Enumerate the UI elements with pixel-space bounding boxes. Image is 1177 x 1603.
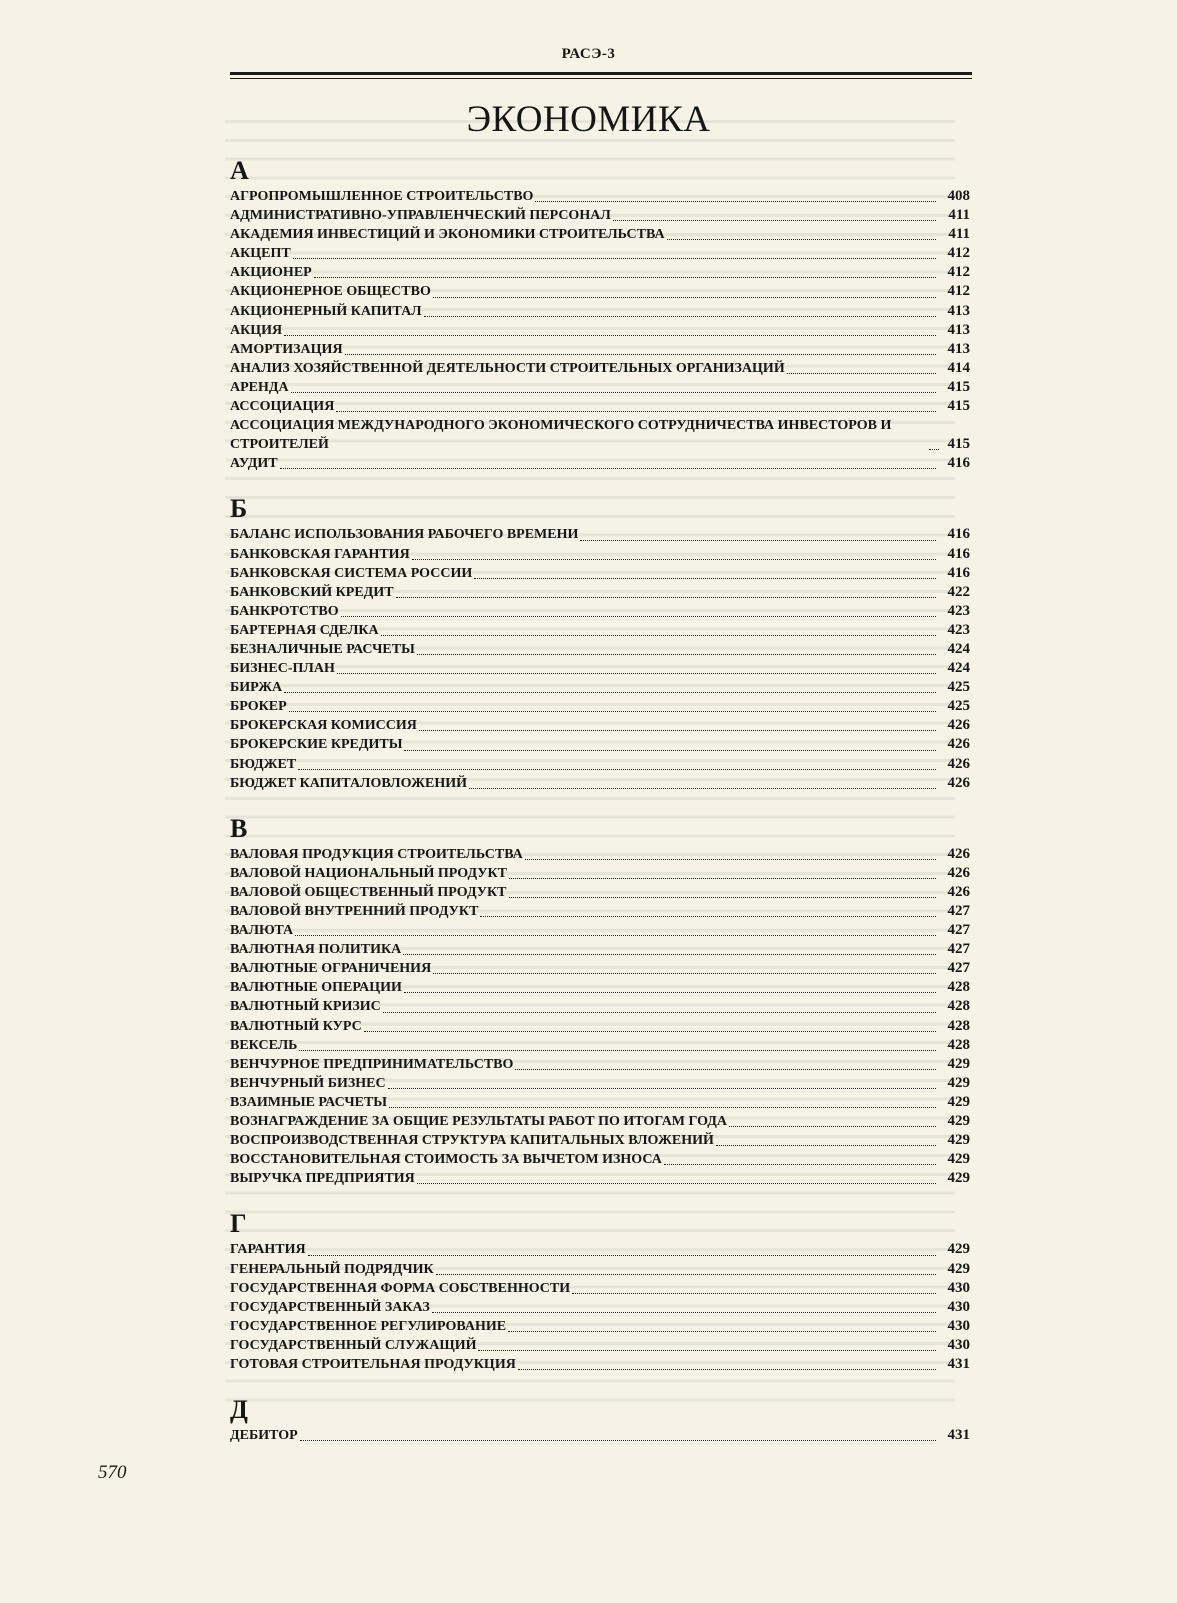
entry-term: АМОРТИЗАЦИЯ — [230, 341, 343, 357]
dot-leader — [383, 1012, 936, 1013]
dot-leader — [341, 616, 936, 617]
entry-term: АУДИТ — [230, 456, 278, 472]
index-entry — [230, 621, 970, 640]
entry-page-number: 429 — [947, 1113, 970, 1130]
entry-term: ВАЛЮТНЫЕ ОГРАНИЧЕНИЯ — [230, 961, 432, 977]
entry-term: ВЕКСЕЛЬ — [230, 1037, 298, 1053]
entry-term: ВАЛЮТА — [230, 923, 294, 939]
section-letter: В — [230, 813, 248, 843]
section-letter: Д — [230, 1395, 248, 1425]
entry-term: ГЕНЕРАЛЬНЫЙ ПОДРЯДЧИК — [230, 1261, 434, 1277]
entry-page-number: 426 — [947, 774, 970, 791]
dot-leader — [403, 954, 936, 955]
dot-leader — [412, 559, 936, 560]
dot-leader — [295, 935, 936, 936]
entry-page-number: 413 — [947, 321, 970, 338]
dot-leader — [433, 297, 936, 298]
dot-leader — [572, 1293, 936, 1294]
entry-term: ВАЛЮТНЫЙ КРИЗИС — [230, 999, 381, 1015]
entry-page-number: 427 — [947, 960, 970, 977]
entry-term: БИРЖА — [230, 680, 283, 696]
index-entry — [230, 1426, 970, 1445]
entry-term: АССОЦИАЦИЯ МЕЖДУНАРОДНОГО ЭКОНОМИЧЕСКОГО СОТРУДНИЧЕСТВА ИНВЕСТОРОВ И СТРОИТЕЛЕЙ — [230, 418, 892, 453]
dot-leader — [480, 916, 936, 917]
dot-leader — [314, 277, 936, 278]
index-entry — [230, 659, 970, 678]
entry-term: ВАЛОВОЙ ВНУТРЕННИЙ ПРОДУКТ — [230, 904, 479, 919]
dot-leader — [525, 859, 936, 860]
entry-page-number: 430 — [947, 1279, 970, 1296]
section-letter: Г — [230, 1209, 247, 1239]
entry-page-number: 429 — [947, 1055, 970, 1072]
entry-term: ГОСУДАРСТВЕННЫЙ СЛУЖАЩИЙ — [230, 1337, 477, 1353]
entry-page-number: 416 — [947, 545, 970, 562]
dot-leader — [336, 411, 936, 412]
entry-page-number: 426 — [947, 864, 970, 881]
entry-page-number: 415 — [947, 378, 970, 395]
entry-term: БЮДЖЕТ КАПИТАЛОВЛОЖЕНИЙ — [230, 775, 468, 791]
index-entry — [230, 416, 970, 454]
entry-page-number: 428 — [947, 1017, 970, 1034]
dot-leader — [424, 316, 936, 317]
entry-page-number: 428 — [947, 1036, 970, 1053]
entry-term: БРОКЕРСКИЕ КРЕДИТЫ — [230, 737, 403, 753]
dot-leader — [419, 730, 936, 731]
entry-page-number: 424 — [947, 660, 970, 677]
entry-term: ДЕБИТОР — [230, 1428, 298, 1444]
dot-leader — [929, 449, 939, 450]
entry-page-number: 427 — [947, 922, 970, 939]
entry-page-number: 414 — [947, 359, 970, 376]
entry-term: БАНКРОТСТВО — [230, 603, 339, 619]
entry-page-number: 413 — [947, 340, 970, 357]
dot-leader — [293, 258, 936, 259]
entry-term: АКЦИОНЕРНОЕ ОБЩЕСТВО — [230, 284, 431, 300]
entry-term: ВАЛОВАЯ ПРОДУКЦИЯ СТРОИТЕЛЬСТВА — [230, 846, 523, 862]
entry-page-number: 426 — [947, 883, 970, 900]
index-entry — [230, 225, 970, 244]
index-section — [230, 1394, 970, 1445]
index-entry — [230, 678, 970, 697]
entry-page-number: 423 — [947, 621, 970, 638]
entry-term: АНАЛИЗ ХОЗЯЙСТВЕННОЙ ДЕЯТЕЛЬНОСТИ СТРОИТЕЛЬНЫХ ОРГАНИЗАЦИЙ — [230, 360, 785, 376]
index-entry — [230, 959, 970, 978]
entry-term: ВОЗНАГРАЖДЕНИЕ ЗА ОБЩИЕ РЕЗУЛЬТАТЫ РАБОТ ПО ИТОГАМ ГОДА — [230, 1114, 728, 1130]
index-entry — [230, 1017, 970, 1036]
index-entry — [230, 602, 970, 621]
dot-leader — [508, 1331, 936, 1332]
index-entry — [230, 921, 970, 940]
index-entry — [230, 716, 970, 735]
entry-page-number: 429 — [947, 1093, 970, 1110]
section-title: ЭКОНОМИКА — [466, 99, 711, 140]
entry-term: АКЦИОНЕРНЫЙ КАПИТАЛ — [230, 303, 422, 319]
index-entry — [230, 1260, 970, 1279]
entry-page-number: 429 — [947, 1260, 970, 1277]
entry-term: ГОСУДАРСТВЕННОЕ РЕГУЛИРОВАНИЕ — [230, 1318, 507, 1334]
entry-term: АГРОПРОМЫШЛЕННОЕ СТРОИТЕЛЬСТВО — [230, 189, 534, 204]
index-entry — [230, 397, 970, 416]
entry-page-number: 426 — [947, 845, 970, 862]
index-entry — [230, 340, 970, 359]
index-entry — [230, 735, 970, 754]
entry-term: ВЫРУЧКА ПРЕДПРИЯТИЯ — [230, 1171, 415, 1187]
index-entry — [230, 1074, 970, 1093]
entry-term: АКЦИОНЕР — [230, 265, 312, 281]
index-entry — [230, 883, 970, 902]
entry-term: ВАЛЮТНЫЙ КУРС — [230, 1018, 362, 1034]
index-entry — [230, 1169, 970, 1188]
entry-page-number: 416 — [947, 455, 970, 472]
dot-leader — [388, 1088, 936, 1089]
dot-leader — [509, 878, 936, 879]
entry-term: БИЗНЕС-ПЛАН — [230, 661, 335, 677]
dot-leader — [404, 992, 936, 993]
entry-page-number: 426 — [947, 755, 970, 772]
dot-leader — [404, 750, 936, 751]
dot-leader — [787, 373, 936, 374]
dot-leader — [474, 578, 936, 579]
entry-term: АРЕНДА — [230, 379, 289, 395]
entry-term: ГОСУДАРСТВЕННАЯ ФОРМА СОБСТВЕННОСТИ — [230, 1280, 571, 1296]
entry-term: ВАЛЮТНАЯ ПОЛИТИКА — [230, 942, 402, 958]
entry-page-number: 428 — [947, 979, 970, 996]
dot-leader — [729, 1126, 936, 1127]
dot-leader — [284, 692, 936, 693]
index-entry — [230, 1240, 970, 1259]
index-entry — [230, 525, 970, 544]
index-entry — [230, 774, 970, 793]
dot-leader — [345, 354, 936, 355]
entry-page-number: 412 — [947, 283, 970, 300]
entry-page-number: 427 — [947, 903, 970, 919]
dot-leader — [291, 392, 936, 393]
dot-leader — [308, 1255, 936, 1256]
entry-page-number: 412 — [947, 264, 970, 281]
dot-leader — [396, 597, 936, 598]
entry-term: БРОКЕР — [230, 699, 287, 715]
dot-leader — [436, 1274, 936, 1275]
entry-page-number: 429 — [947, 1151, 970, 1168]
index-entry — [230, 978, 970, 997]
dot-leader — [417, 654, 936, 655]
dot-leader — [535, 201, 936, 202]
entry-term: ВЕНЧУРНОЕ ПРЕДПРИНИМАТЕЛЬСТВО — [230, 1056, 514, 1072]
index-entry — [230, 755, 970, 774]
dot-leader — [299, 1050, 936, 1051]
index-entry — [230, 640, 970, 659]
running-head: РАСЭ-3 — [561, 46, 616, 62]
entry-page-number: 425 — [947, 679, 970, 696]
index-entry — [230, 697, 970, 716]
dot-leader — [298, 769, 936, 770]
index-entry — [230, 864, 970, 883]
index-entry — [230, 263, 970, 282]
entry-term: ВОСПРОИЗВОДСТВЕННАЯ СТРУКТУРА КАПИТАЛЬНЫХ ВЛОЖЕНИЙ — [230, 1133, 714, 1149]
dot-leader — [518, 1369, 936, 1370]
dot-leader — [469, 788, 936, 789]
dot-leader — [280, 468, 936, 469]
entry-page-number: 413 — [947, 302, 970, 319]
entry-page-number: 431 — [947, 1427, 970, 1444]
index-entry — [230, 545, 970, 564]
dot-leader — [580, 540, 936, 541]
entry-term: ВЗАИМНЫЕ РАСЧЕТЫ — [230, 1094, 388, 1110]
index-entry — [230, 1355, 970, 1374]
index-entry — [230, 1093, 970, 1112]
entry-page-number: 429 — [947, 1241, 970, 1258]
index-entry — [230, 1055, 970, 1074]
dot-leader — [478, 1350, 936, 1351]
entry-page-number: 423 — [947, 602, 970, 619]
dot-leader — [613, 220, 936, 221]
index-entry — [230, 564, 970, 583]
entry-term: БАРТЕРНАЯ СДЕЛКА — [230, 622, 379, 638]
entry-page-number: 416 — [947, 526, 970, 543]
entry-term: БАНКОВСКАЯ ГАРАНТИЯ — [230, 546, 410, 562]
entry-term: АКЦЕПТ — [230, 246, 291, 262]
dot-leader — [289, 711, 936, 712]
entry-page-number: 411 — [948, 207, 970, 224]
index-entry — [230, 583, 970, 602]
index-entry — [230, 187, 970, 206]
entry-term: БЕЗНАЛИЧНЫЕ РАСЧЕТЫ — [230, 641, 415, 657]
entry-term: ГОТОВАЯ СТРОИТЕЛЬНАЯ ПРОДУКЦИЯ — [230, 1356, 516, 1372]
entry-term: ВАЛОВОЙ НАЦИОНАЛЬНЫЙ ПРОДУКТ — [230, 865, 508, 881]
dot-leader — [716, 1145, 936, 1146]
entry-term: АКАДЕМИЯ ИНВЕСТИЦИЙ И ЭКОНОМИКИ СТРОИТЕЛЬСТВА — [230, 227, 665, 243]
index-entry — [230, 378, 970, 397]
entry-term: ГОСУДАРСТВЕННЫЙ ЗАКАЗ — [230, 1299, 430, 1315]
entry-term: БАЛАНС ИСПОЛЬЗОВАНИЯ РАБОЧЕГО ВРЕМЕНИ — [230, 527, 579, 543]
section-letter: А — [230, 156, 249, 185]
entry-term: ВАЛОВОЙ ОБЩЕСТВЕННЫЙ ПРОДУКТ — [230, 884, 507, 900]
index-entry — [230, 321, 970, 340]
index-entry — [230, 1336, 970, 1355]
dot-leader — [337, 673, 936, 674]
entry-page-number: 426 — [947, 736, 970, 753]
entry-page-number: 430 — [947, 1317, 970, 1334]
index-entry — [230, 302, 970, 321]
index-entry — [230, 940, 970, 959]
index-section — [230, 155, 970, 473]
entry-term: ВАЛЮТНЫЕ ОПЕРАЦИИ — [230, 980, 402, 996]
index-entry — [230, 454, 970, 473]
entry-page-number: 416 — [947, 564, 970, 581]
entry-term: БАНКОВСКИЙ КРЕДИТ — [230, 584, 394, 600]
dot-leader — [284, 335, 936, 336]
entry-page-number: 428 — [947, 998, 970, 1015]
index-section — [230, 493, 970, 792]
index-entry — [230, 1150, 970, 1169]
dot-leader — [667, 239, 936, 240]
entry-term: АССОЦИАЦИЯ — [230, 399, 335, 415]
dot-leader — [432, 1312, 936, 1313]
dot-leader — [381, 635, 936, 636]
dot-leader — [417, 1183, 936, 1184]
entry-page-number: 429 — [947, 1074, 970, 1091]
entry-term: АКЦИЯ — [230, 322, 283, 338]
dot-leader — [300, 1440, 936, 1441]
entry-page-number: 430 — [947, 1336, 970, 1353]
entry-page-number: 431 — [947, 1355, 970, 1372]
index-entry — [230, 997, 970, 1016]
entry-page-number: 411 — [948, 226, 970, 243]
entry-page-number: 427 — [947, 941, 970, 958]
entry-page-number: 426 — [947, 717, 970, 734]
index-entry — [230, 206, 970, 225]
index-entry — [230, 359, 970, 378]
section-letter: Б — [230, 494, 248, 524]
entry-page-number: 422 — [947, 583, 970, 600]
page-number: 570 — [98, 1462, 127, 1483]
dot-leader — [515, 1069, 936, 1070]
entry-page-number: 415 — [947, 436, 970, 453]
header-rule-thin — [230, 78, 972, 79]
index-entry — [230, 1112, 970, 1131]
index-entry — [230, 1131, 970, 1150]
entry-term: АДМИНИСТРАТИВНО-УПРАВЛЕНЧЕСКИЙ ПЕРСОНАЛ — [230, 208, 611, 224]
index-entry — [230, 244, 970, 263]
index-entry — [230, 1298, 970, 1317]
index-entry — [230, 845, 970, 864]
header-rule-thick — [230, 72, 972, 75]
entry-page-number: 415 — [947, 398, 970, 415]
index-entry — [230, 902, 970, 921]
entry-page-number: 429 — [947, 1132, 970, 1149]
entry-page-number: 408 — [947, 188, 970, 204]
entry-term: ВЕНЧУРНЫЙ БИЗНЕС — [230, 1075, 386, 1091]
entry-term: БРОКЕРСКАЯ КОМИССИЯ — [230, 718, 417, 734]
alphabetical-index — [230, 155, 970, 1445]
dot-leader — [433, 973, 936, 974]
entry-term: ВОССТАНОВИТЕЛЬНАЯ СТОИМОСТЬ ЗА ВЫЧЕТОМ ИЗНОСА — [230, 1152, 662, 1168]
dot-leader — [364, 1031, 936, 1032]
index-entry — [230, 282, 970, 301]
entry-page-number: 424 — [947, 640, 970, 657]
index-section — [230, 813, 970, 1189]
dot-leader — [389, 1107, 936, 1108]
entry-term: ГАРАНТИЯ — [230, 1242, 306, 1258]
entry-page-number: 412 — [947, 245, 970, 262]
entry-term: БЮДЖЕТ — [230, 756, 297, 772]
dot-leader — [509, 897, 936, 898]
entry-page-number: 430 — [947, 1298, 970, 1315]
index-entry — [230, 1279, 970, 1298]
index-entry — [230, 1317, 970, 1336]
entry-page-number: 429 — [947, 1170, 970, 1187]
entry-page-number: 425 — [947, 698, 970, 715]
dot-leader — [664, 1164, 936, 1165]
index-section — [230, 1208, 970, 1374]
entry-term: БАНКОВСКАЯ СИСТЕМА РОССИИ — [230, 565, 473, 581]
index-entry — [230, 1036, 970, 1055]
